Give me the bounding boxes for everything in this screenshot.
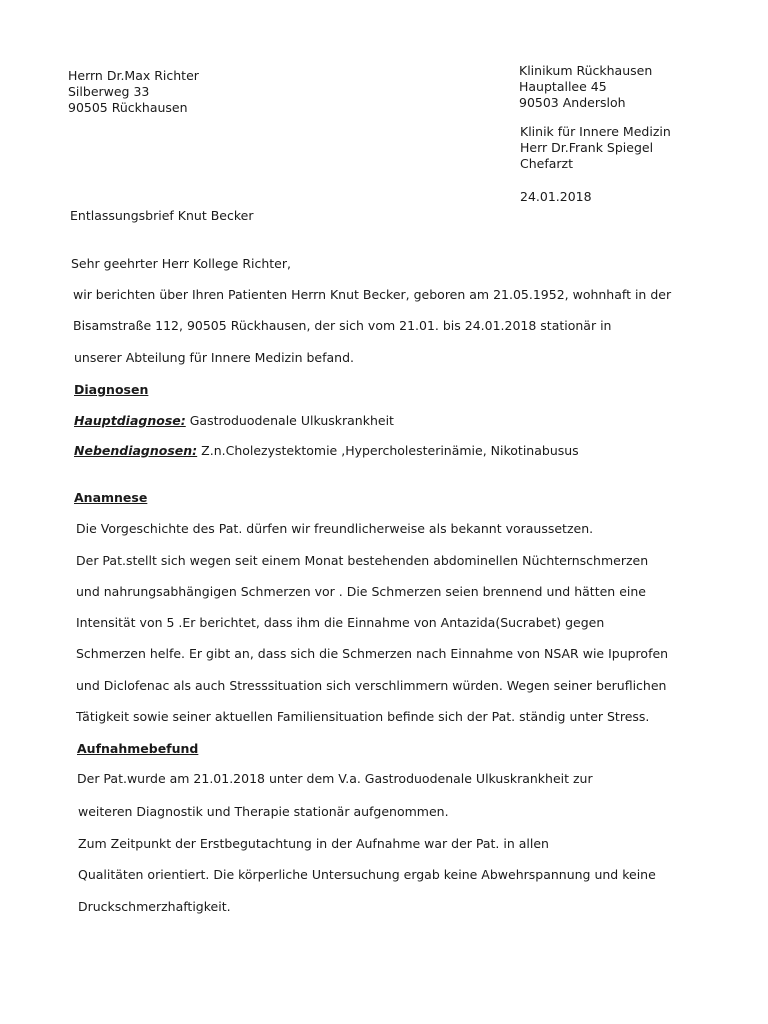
intro-line: Bisamstraße 112, 90505 Rückhausen, der sich vom 21.01. bis 24.01.2018 stationär in	[73, 318, 612, 333]
anamnese-line: Schmerzen helfe. Er gibt an, dass sich die Schmerzen nach Einnahme von NSAR wie Ipuprofen	[76, 646, 669, 661]
sender-clinic: Klinikum Rückhausen	[519, 63, 653, 78]
sender-address	[519, 63, 652, 111]
anamnese-line: Die Vorgeschichte des Pat. dürfen wir freundlicherweise als bekannt voraussetzen.	[76, 521, 594, 536]
letter-date: 24.01.2018	[520, 189, 592, 204]
recipient-street: Silberweg 33	[68, 84, 150, 99]
recipient-city: 90505 Rückhausen	[68, 100, 188, 115]
anamnese-line: und Diclofenac als auch Stresssituation sich verschlimmern würden. Wegen seiner beruflichen	[76, 678, 667, 693]
sender-department: Klinik für Innere Medizin	[520, 124, 671, 139]
sender-street: Hauptallee 45	[519, 79, 607, 94]
aufnahmebefund-line: Qualitäten orientiert. Die körperliche Untersuchung ergab keine Abwehrspannung und keine	[78, 867, 656, 882]
intro-line: wir berichten über Ihren Patienten Herrn Knut Becker, geboren am 21.05.1952, wohnhaft in der	[73, 287, 672, 302]
recipient-name: Herrn Dr.Max Richter	[68, 68, 199, 83]
nebendiagnosen-line	[74, 443, 579, 458]
hauptdiagnose-text: Gastroduodenale Ulkuskrankheit	[185, 413, 394, 428]
diagnosen-heading: Diagnosen	[74, 382, 149, 397]
anamnese-line: und nahrungsabhängigen Schmerzen vor . Die Schmerzen seien brennend und hätten eine	[76, 584, 646, 599]
anamnese-line: Tätigkeit sowie seiner aktuellen Familiensituation befinde sich der Pat. ständig unter Stress.	[76, 709, 650, 724]
aufnahmebefund-line: Druckschmerzhaftigkeit.	[78, 899, 231, 914]
anamnese-heading: Anamnese	[74, 490, 148, 505]
aufnahmebefund-line: Zum Zeitpunkt der Erstbegutachtung in der Aufnahme war der Pat. in allen	[78, 836, 549, 851]
hauptdiagnose-label: Hauptdiagnose:	[74, 413, 186, 428]
salutation: Sehr geehrter Herr Kollege Richter,	[71, 256, 291, 271]
sender-city: 90503 Andersloh	[519, 95, 626, 110]
sender-role: Chefarzt	[520, 156, 574, 171]
recipient-address	[68, 68, 199, 116]
aufnahmebefund-line: weiteren Diagnostik und Therapie stationär aufgenommen.	[78, 804, 449, 819]
sender-department-block	[520, 124, 671, 172]
sender-doctor: Herr Dr.Frank Spiegel	[520, 140, 654, 155]
letter-subject: Entlassungsbrief Knut Becker	[70, 208, 254, 223]
hauptdiagnose-line	[74, 413, 394, 428]
nebendiagnosen-label: Nebendiagnosen:	[74, 443, 198, 458]
anamnese-line: Intensität von 5 .Er berichtet, dass ihm die Einnahme von Antazida(Sucrabet) gegen	[76, 615, 605, 630]
intro-line: unserer Abteilung für Innere Medizin befand.	[74, 350, 355, 365]
aufnahmebefund-heading: Aufnahmebefund	[77, 741, 199, 756]
aufnahmebefund-line: Der Pat.wurde am 21.01.2018 unter dem V.a. Gastroduodenale Ulkuskrankheit zur	[77, 771, 593, 786]
nebendiagnosen-text: Z.n.Cholezystektomie ,Hypercholesterinämie, Nikotinabusus	[197, 443, 579, 458]
anamnese-line: Der Pat.stellt sich wegen seit einem Monat bestehenden abdominellen Nüchternschmerzen	[76, 553, 649, 568]
